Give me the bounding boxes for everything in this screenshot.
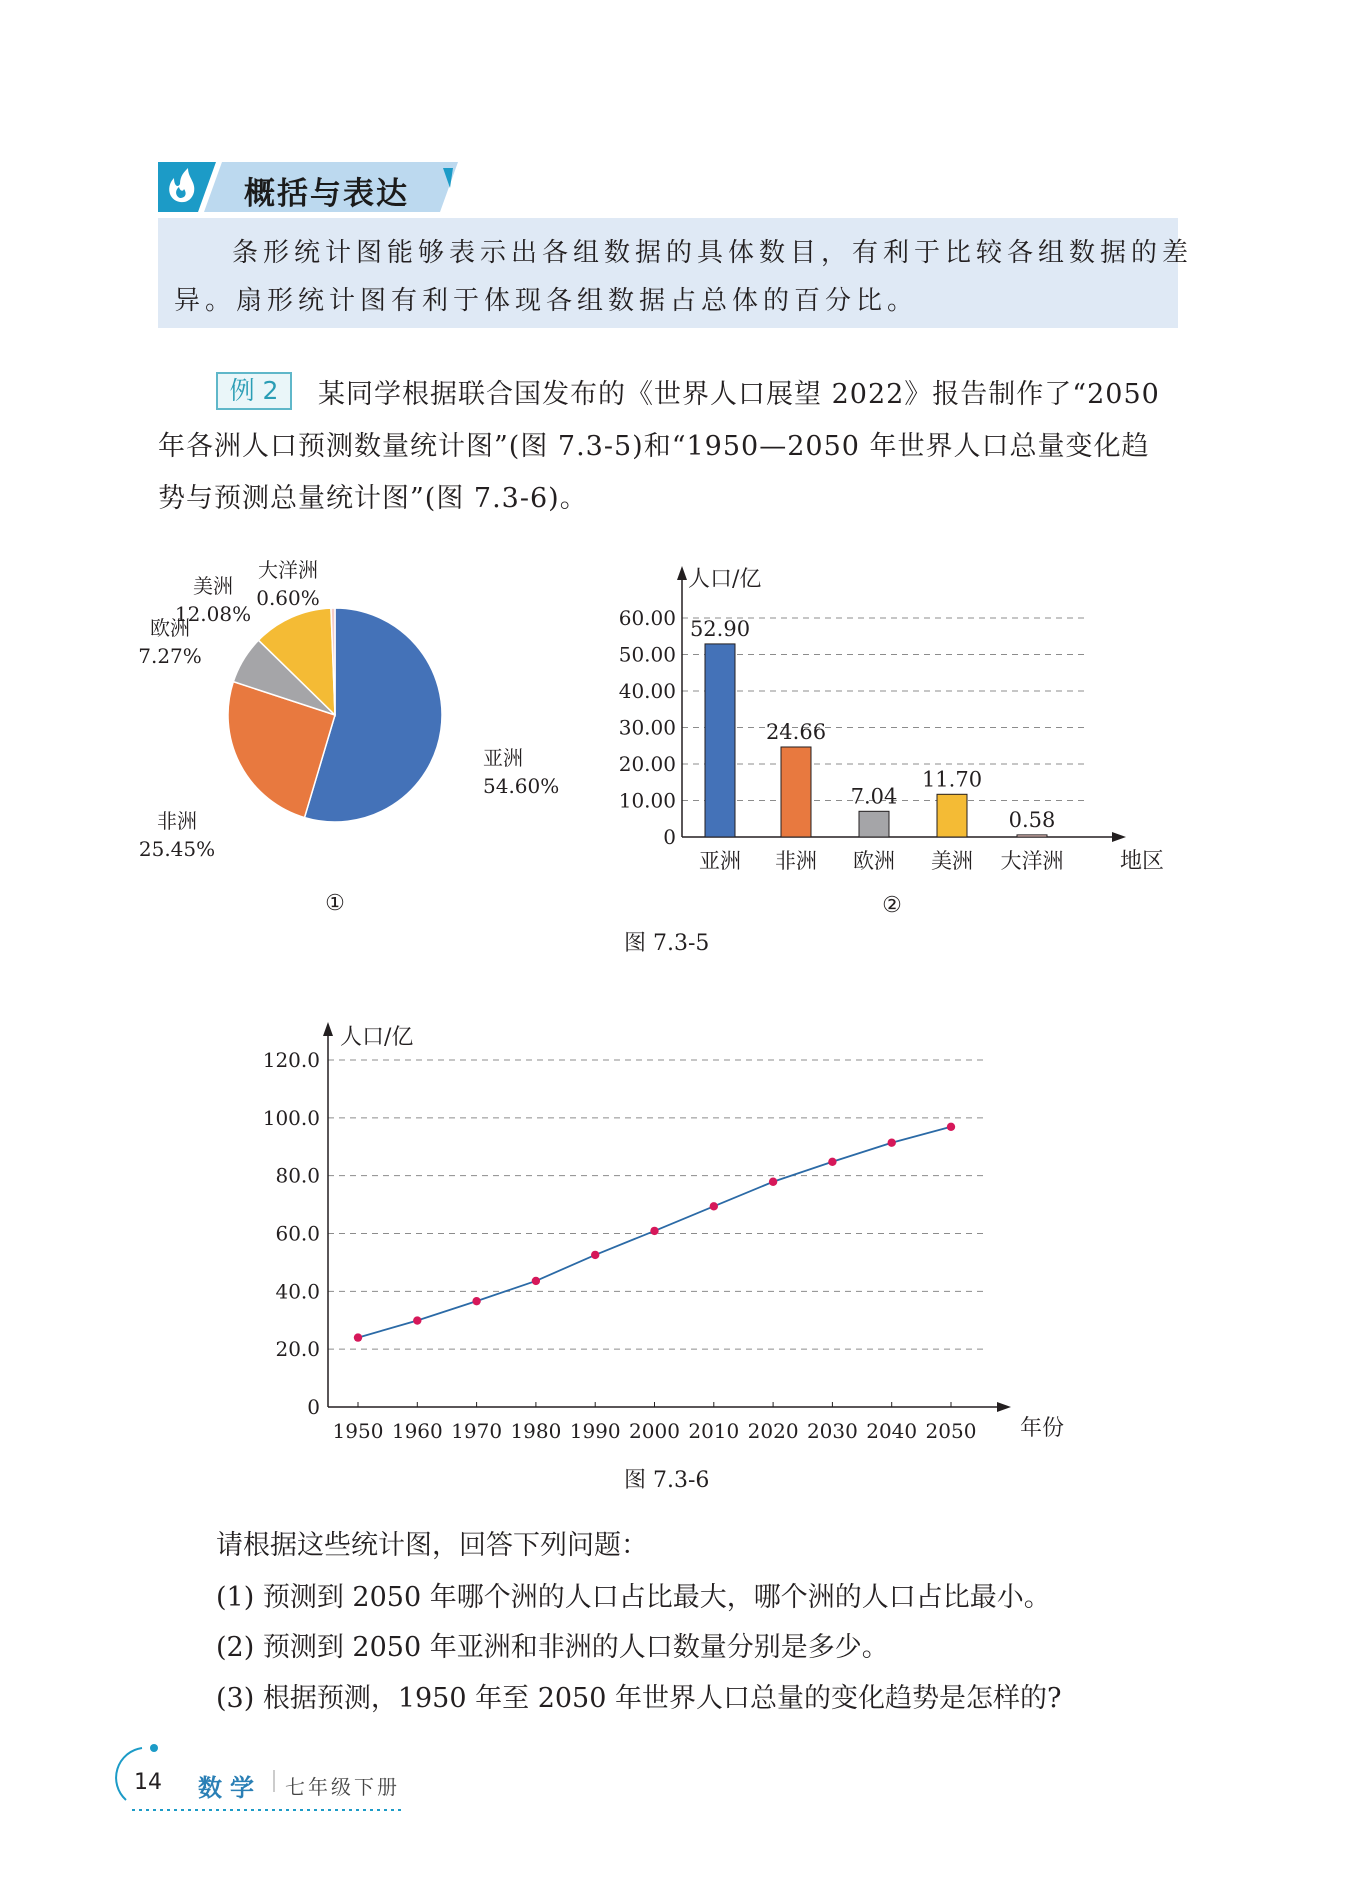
line-y-tick-label: 20.0 [275,1337,320,1362]
question-1: (1) 预测到 2050 年哪个洲的人口占比最大，哪个洲的人口占比最小。 [216,1582,1051,1613]
line-y-axis-label: 人口/亿 [340,1025,414,1050]
pie-label-percent: 7.27% [138,644,202,668]
pie-label-percent: 12.08% [174,602,252,626]
line-x-axis-arrow [997,1402,1011,1412]
bar-value-label: 0.58 [1008,807,1056,832]
bar-value-label: 11.70 [921,767,983,792]
figure-caption-7-3-5: 图 7.3-5 [624,931,710,956]
line-y-tick-label: 60.0 [275,1221,320,1246]
line-point [354,1333,362,1341]
bar-y-tick-label: 60.00 [618,606,676,630]
bar-y-tick-label: 20.00 [618,752,676,776]
line-point [413,1316,421,1324]
bar-category-label: 大洋洲 [1000,849,1064,873]
line-point [947,1123,955,1131]
pie-label-name: 美洲 [193,574,233,598]
bar-value-label: 52.90 [689,616,751,641]
line-point [888,1139,896,1147]
bar-category-label: 亚洲 [699,849,741,873]
line-y-tick-label: 120.0 [262,1048,320,1072]
line-y-axis-arrow [323,1022,333,1036]
line-x-tick-label: 2040 [866,1419,918,1443]
bar [859,811,889,837]
line-x-tick-label: 1960 [391,1419,443,1443]
bar-y-axis-arrow [677,566,687,580]
example-line-2: 年各洲人口预测数量统计图”(图 7.3-5)和“1950—2050 年世界人口总量变化趋 [158,431,1150,462]
bar [937,794,967,837]
summary-line-2: 异。扇形统计图有利于体现各组数据占总体的百分比。 [174,286,919,316]
bar-x-axis-arrow [1112,832,1126,842]
page-number: 14 [134,1770,162,1795]
bar-x-axis-label: 地区 [1119,849,1165,874]
figure-caption-7-3-6: 图 7.3-6 [624,1468,710,1493]
pie-label-name: 大洋洲 [258,558,318,582]
bar-value-label: 24.66 [765,719,827,744]
bar-y-axis-label: 人口/亿 [688,567,762,592]
bar [705,644,735,837]
line-point [472,1297,480,1305]
bar-value-label: 7.04 [850,784,898,809]
line-y-tick-label: 80.0 [275,1163,320,1188]
line-y-tick-label: 40.0 [275,1279,320,1304]
example-label: 例 2 [216,372,292,410]
pie-label-name: 非洲 [157,809,197,833]
pie-label-percent: 54.60% [483,774,560,798]
bar-category-label: 非洲 [775,849,817,873]
bar-chart [580,550,1200,930]
pie-marker: ① [325,891,345,916]
line-x-tick-label: 1980 [510,1419,562,1443]
pie-chart [138,550,570,930]
line-chart [240,1010,1100,1460]
bar-y-tick-label: 10.00 [618,788,676,813]
line-y-tick-label: 100.0 [262,1105,320,1130]
bar-y-tick-label: 40.00 [618,679,676,703]
line-x-tick-label: 1950 [332,1419,384,1443]
line-point [591,1251,599,1259]
line-point [828,1158,836,1166]
bar-y-tick-label: 50.00 [618,642,676,667]
line-point [650,1227,658,1235]
bar-y-tick-label: 30.00 [618,715,676,740]
question-3: (3) 根据预测，1950 年至 2050 年世界人口总量的变化趋势是怎样的? [216,1683,1062,1714]
section-title: 概括与表达 [244,176,409,212]
line-x-axis-label: 年份 [1019,1416,1065,1441]
summary-box [158,218,1194,328]
example-line-1: 某同学根据联合国发布的《世界人口展望 2022》报告制作了“2050 [318,379,1160,410]
footer-book: 七年级下册 [285,1775,400,1799]
line-x-tick-label: 2020 [747,1419,799,1443]
line-point [769,1178,777,1186]
line-x-tick-label: 2050 [925,1419,977,1443]
summary-line-1: 条形统计图能够表示出各组数据的具体数目，有利于比较各组数据的差 [232,238,1194,268]
bar [781,747,811,837]
line-x-tick-label: 2000 [629,1419,680,1443]
bar-category-label: 欧洲 [853,849,895,873]
bar-marker: ② [882,893,902,918]
pie-label-percent: 0.60% [256,586,320,610]
footer-subject: 数学 [198,1773,262,1802]
line-x-tick-label: 1970 [451,1419,503,1443]
pie-label-name: 欧洲 [150,616,190,640]
pie-label-name: 亚洲 [483,746,523,770]
questions-intro: 请根据这些统计图，回答下列问题： [216,1530,648,1561]
line-x-tick-label: 1990 [569,1419,621,1443]
line-x-tick-label: 2010 [688,1419,740,1443]
line-y-tick-label: 0 [307,1395,320,1419]
line-point [532,1277,540,1285]
line-point [710,1202,718,1210]
line-x-tick-label: 2030 [806,1419,858,1443]
bar-category-label: 美洲 [931,849,973,873]
bar [1017,835,1047,837]
example-line-3: 势与预测总量统计图”(图 7.3-6)。 [158,483,588,514]
bar-y-tick-label: 0 [663,825,676,849]
pie-label-percent: 25.45% [138,837,216,861]
question-2: (2) 预测到 2050 年亚洲和非洲的人口数量分别是多少。 [216,1632,889,1663]
